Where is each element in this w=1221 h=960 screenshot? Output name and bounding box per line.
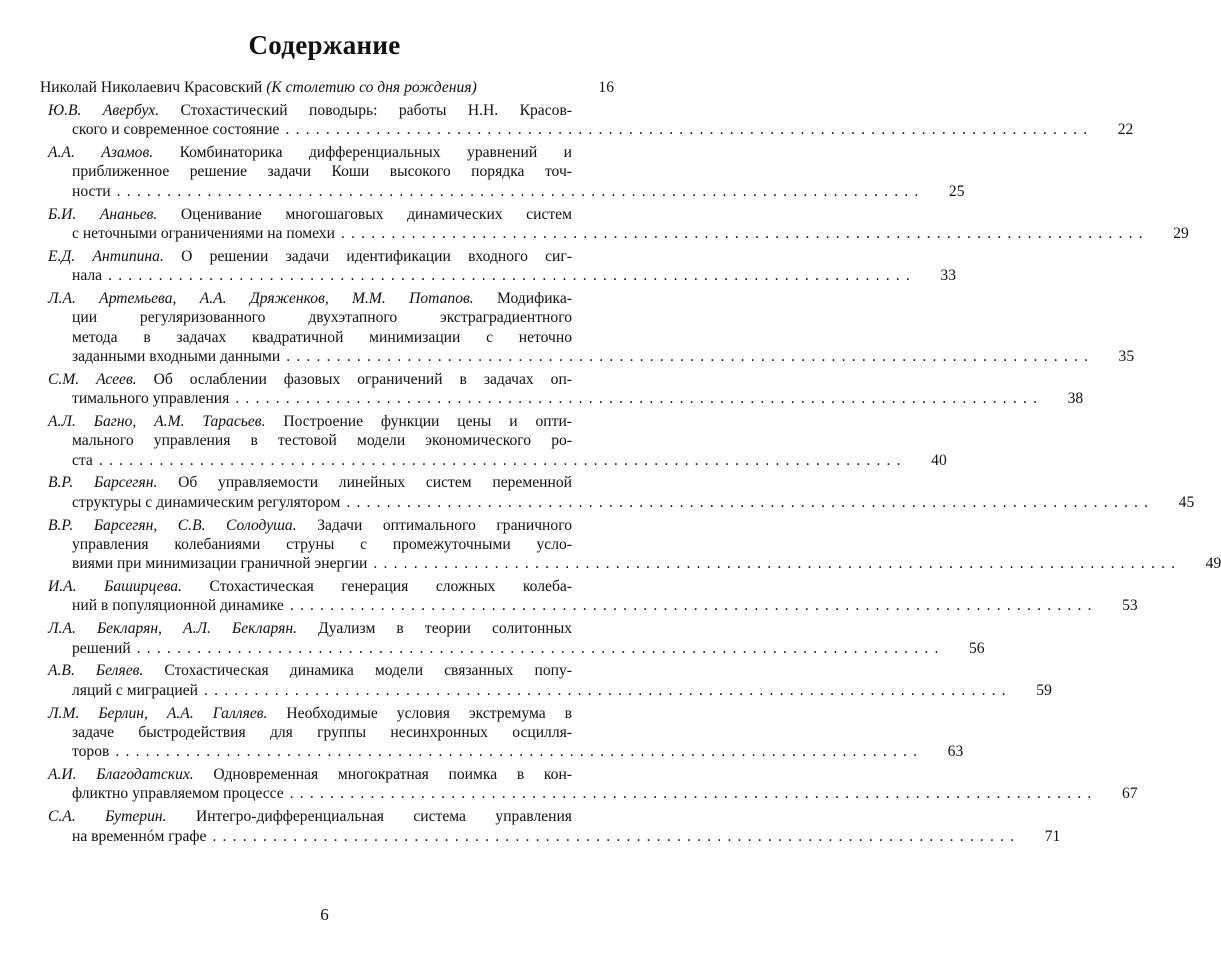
entry-title-line: Стохастическая динамика модели связанных попу-	[164, 662, 572, 680]
dot-leader: ................................................................................	[289, 597, 1098, 615]
entry-title-line: Комбинаторика дифференциальных уравнений и	[179, 144, 572, 162]
entry-title-line: структуры с динамическим регулятором	[72, 493, 341, 511]
toc-entry	[40, 205, 1189, 244]
toc-entries	[40, 101, 1221, 846]
dot-leader: ................................................................................	[373, 555, 1182, 573]
entry-title: Николай Николаевич Красовский	[40, 79, 263, 96]
toc-entry	[40, 807, 1061, 846]
dot-leader: ................................................................................	[98, 451, 907, 469]
toc-entry	[40, 247, 956, 286]
toc-entry	[40, 619, 985, 658]
entry-page: 45	[1178, 493, 1195, 511]
entry-title-line: заданными входными данными	[72, 347, 281, 365]
entry-title-line: Об ослаблении фазовых ограничений в задачах оп-	[153, 370, 572, 388]
entry-title-line: Дуализм в теории солитонных	[318, 620, 572, 638]
entry-author: А.В. Беляев.	[48, 662, 144, 680]
entry-author: Л.М. Берлин, А.А. Галляев.	[48, 704, 268, 722]
entry-author: А.И. Благодатских.	[48, 766, 194, 784]
entry-title-line: Стохастическая генерация сложных колеба-	[209, 578, 573, 596]
entry-title-line: О решении задачи идентификации входного сиг-	[181, 247, 572, 265]
dot-leader: ................................................................................	[235, 390, 1044, 408]
entry-author: И.А. Баширцева.	[48, 578, 182, 596]
entry-title-line: задаче быстродействия для группы несинхронных осцилля-	[72, 723, 572, 741]
entry-title-line: нала	[72, 267, 103, 285]
dot-leader: ................................................................................	[108, 267, 916, 285]
entry-page: 16	[598, 79, 614, 96]
entry-title-line: ний в популяционной динамике	[72, 597, 284, 615]
entry-title-line: виями при минимизации граничной энергии	[72, 555, 368, 573]
dot-leader: ................................................................................	[285, 121, 1094, 139]
toc-entry	[40, 143, 965, 201]
page-title: Содержание	[248, 30, 401, 60]
dot-leader: ................................................................................	[116, 182, 925, 200]
toc-entry	[40, 704, 964, 762]
entry-author: Е.Д. Антипина.	[48, 247, 164, 265]
entry-author: Б.И. Ананьев.	[48, 205, 158, 223]
entry-page: 53	[1122, 597, 1138, 615]
entry-title-line: ности	[72, 182, 111, 200]
toc-entry	[40, 577, 1138, 616]
entry-author: Ю.В. Авербух.	[48, 101, 160, 119]
entry-title-line: Задачи оптимального граничного	[317, 516, 572, 534]
toc-entry	[40, 412, 947, 470]
entry-page: 38	[1067, 390, 1084, 408]
entry-title-line: Об управляемости линейных систем переменной	[178, 474, 572, 492]
entry-title-line: метода в задачах квадратичной минимизации с неточно	[72, 328, 572, 346]
entry-title-line: Оценивание многошаговых динамических систем	[180, 205, 572, 223]
entry-title-line: мального управления в тестовой модели экономического ро-	[72, 432, 572, 450]
entry-author: Л.А. Бекларян, А.Л. Бекларян.	[48, 620, 298, 638]
entry-author: С.А. Бутерин.	[48, 808, 167, 826]
dot-leader: ................................................................................	[289, 785, 1098, 803]
entry-page: 56	[968, 639, 985, 657]
entry-page: 29	[1173, 224, 1189, 242]
entry-page: 59	[1036, 681, 1052, 699]
dot-leader: ................................................................................	[346, 493, 1155, 511]
dot-leader: ................................................................................	[204, 681, 1012, 699]
entry-page: 33	[940, 267, 956, 285]
toc-entry	[40, 289, 1135, 366]
entry-page: 35	[1118, 347, 1135, 365]
entry-author: А.Л. Багно, А.М. Тарасьев.	[48, 412, 266, 430]
dot-leader: ................................................................................	[212, 827, 1021, 845]
entry-title-line: приближенное решение задачи Коши высокого порядка точ-	[72, 163, 572, 181]
entry-title-line: Одновременная многократная поимка в кон-	[213, 766, 572, 784]
dot-leader: ................................................................................	[286, 347, 1095, 365]
entry-title-line: с неточными ограничениями на помехи	[72, 224, 335, 242]
dot-leader: ................................................................................	[115, 743, 924, 761]
toc-entry	[40, 765, 1138, 804]
entry-page: 49	[1205, 555, 1221, 573]
toc-entry	[40, 473, 1195, 512]
entry-author: В.Р. Барсегян.	[48, 474, 158, 492]
entry-page: 40	[931, 451, 947, 469]
entry-title-line: Модифика-	[496, 289, 572, 307]
entry-page: 63	[947, 743, 964, 761]
dot-leader: ................................................................................	[340, 224, 1149, 242]
entry-title-line: Необходимые условия экстремума в	[286, 704, 572, 722]
table-of-contents	[40, 78, 1221, 849]
entry-author: В.Р. Барсегян, С.В. Солодуша.	[48, 516, 297, 534]
entry-page: 67	[1121, 785, 1138, 803]
dot-leader: ................................................................................	[136, 639, 945, 657]
entry-title-line: фликтно управляемом процессе	[72, 785, 284, 803]
entry-author: С.М. Асеев.	[48, 370, 137, 388]
entry-title-line: ляций с миграцией	[72, 681, 198, 699]
entry-author: Л.А. Артемьева, А.А. Дряженков, М.М. Потапов.	[48, 289, 474, 307]
toc-entry	[40, 370, 1084, 409]
toc-entry	[40, 516, 1221, 574]
entry-title-line: Интегро-дифференциальная система управления	[195, 808, 572, 826]
entry-title-line: ции регуляризованного двухэтапного экстраградиентного	[72, 309, 572, 327]
entry-page: 71	[1044, 827, 1061, 845]
entry-title-line: Построение функции цены и опти-	[283, 412, 572, 430]
entry-title-line: торов	[72, 743, 110, 761]
page-number: 6	[320, 905, 329, 924]
entry-title-line: решений	[72, 639, 131, 657]
entry-author: А.А. Азамов.	[48, 144, 154, 162]
toc-entry	[40, 78, 614, 97]
entry-page: 22	[1117, 121, 1134, 139]
entry-title-line: тимального управления	[72, 390, 230, 408]
entry-title-line: Стохастический поводырь: работы Н.Н. Красов-	[180, 101, 572, 119]
entry-title-line: на временнóм графе	[72, 827, 207, 845]
entry-title-line: ского и современное состояние	[72, 121, 280, 139]
toc-entry	[40, 661, 1052, 700]
entry-page: 25	[948, 182, 965, 200]
toc-entry	[40, 101, 1134, 140]
entry-title-line: ста	[72, 451, 93, 469]
entry-title-line: управления колебаниями струны с промежуточными усло-	[72, 535, 572, 553]
entry-subtitle: (К столетию со дня рождения)	[266, 79, 477, 96]
